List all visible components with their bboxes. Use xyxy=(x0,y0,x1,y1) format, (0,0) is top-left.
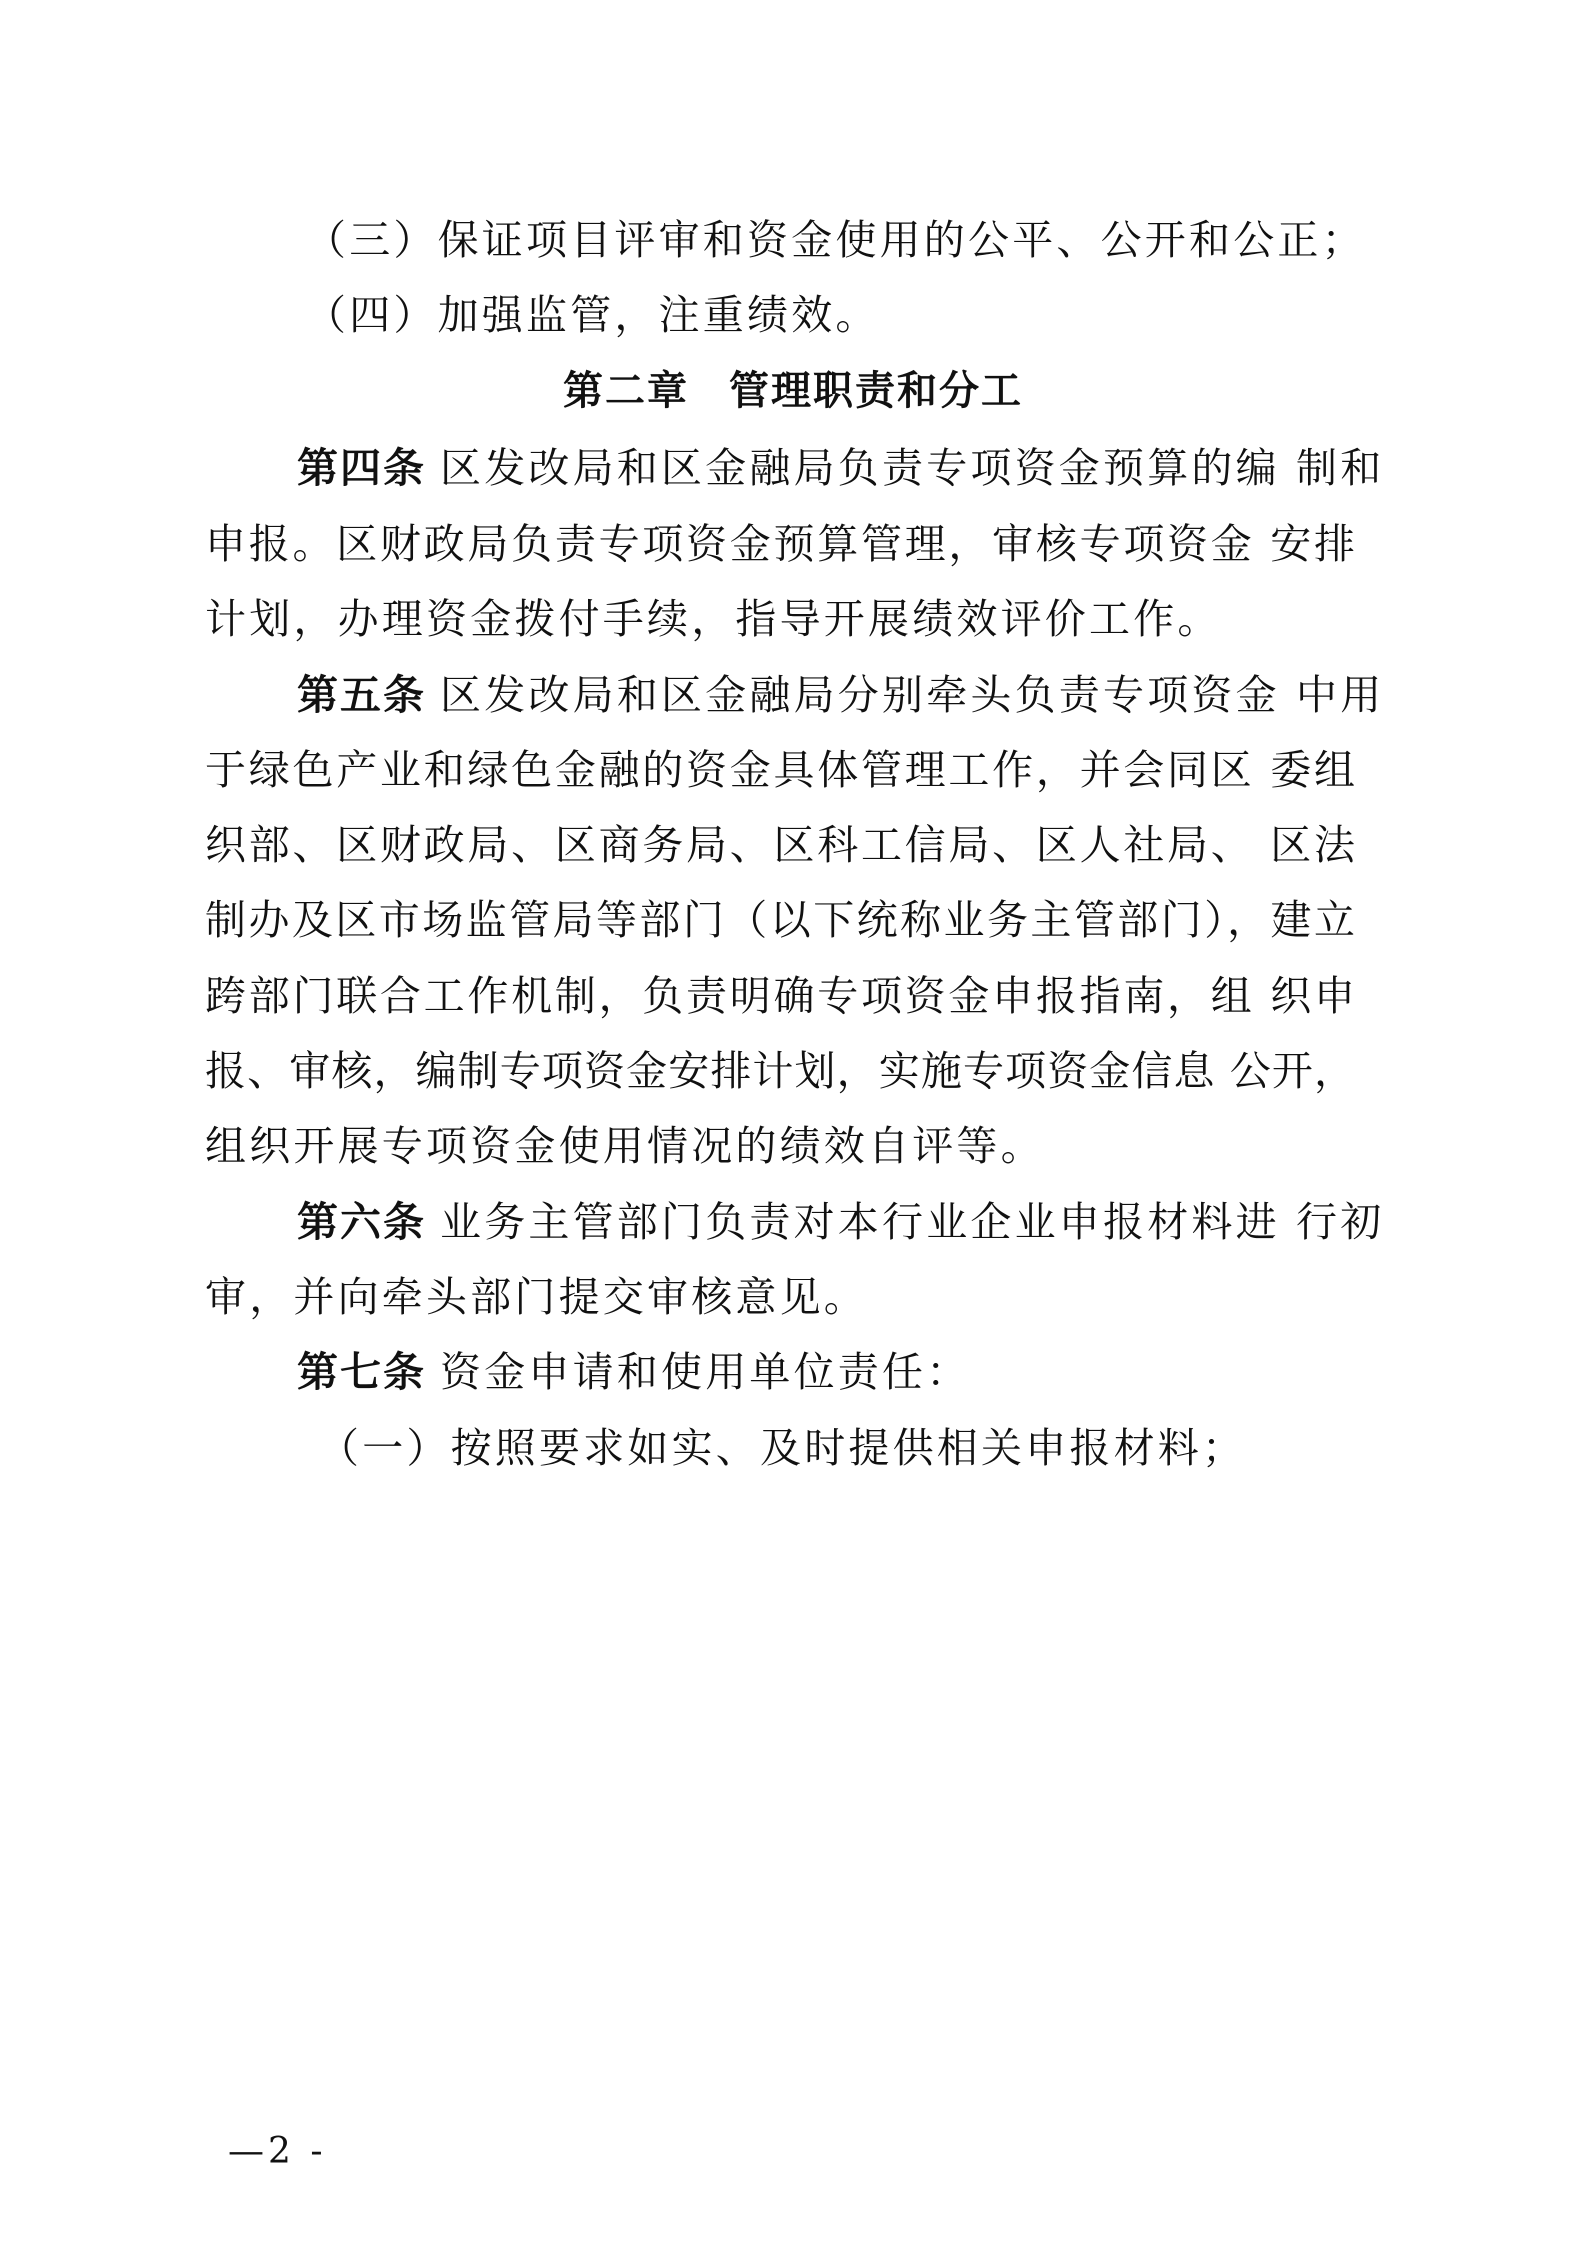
chapter-heading xyxy=(0,366,1586,416)
article-4-line-1 xyxy=(297,443,1384,493)
article-5-line-3: 织部、区财政局、区商务局、区科工信局、区人社局、 区法 xyxy=(205,821,1355,869)
article-5-line-5: 跨部门联合工作机制，负责明确专项资金申报指南，组 织申 xyxy=(205,972,1355,1020)
article-5-line-7: 组织开展专项资金使用情况的绩效自评等。 xyxy=(205,1122,1045,1170)
article-7-line-1 xyxy=(297,1347,970,1397)
list-item-3: （三）保证项目评审和资金使用的公平、公开和公正； xyxy=(305,216,1366,264)
list-item-4: （四）加强监管，注重绩效。 xyxy=(305,291,880,339)
article-4-text-1: 区发改局和区金融局负责专项资金预算的编 制和 xyxy=(440,444,1385,492)
article-4-label: 第四条 xyxy=(297,444,426,492)
article-5-text-1: 区发改局和区金融局分别牵头负责专项资金 中用 xyxy=(440,671,1385,719)
article-5-line-6: 报、审核，编制专项资金安排计划，实施专项资金信息 公开， xyxy=(205,1047,1355,1095)
page-number: —2 - xyxy=(228,2131,327,2172)
list-item-1: （一）按照要求如实、及时提供相关申报材料； xyxy=(318,1424,1247,1472)
article-5-label: 第五条 xyxy=(297,671,426,719)
article-5-line-4: 制办及区市场监管局等部门（以下统称业务主管部门），建立 xyxy=(205,896,1355,944)
article-5-line-1 xyxy=(297,670,1384,720)
chapter-title: 管理职责和分工 xyxy=(729,368,1023,414)
article-7-text-1: 资金申请和使用单位责任： xyxy=(440,1348,971,1396)
article-4-line-2: 申报。区财政局负责专项资金预算管理，审核专项资金 安排 xyxy=(205,520,1355,568)
article-6-label: 第六条 xyxy=(297,1198,426,1246)
chapter-number: 第二章 xyxy=(563,368,689,414)
article-7-label: 第七条 xyxy=(297,1348,426,1396)
article-6-line-2: 审，并向牵头部门提交审核意见。 xyxy=(205,1273,868,1321)
article-6-text-1: 业务主管部门负责对本行业企业申报材料进 行初 xyxy=(440,1198,1385,1246)
article-5-line-2: 于绿色产业和绿色金融的资金具体管理工作，并会同区 委组 xyxy=(205,746,1355,794)
article-4-line-3: 计划，办理资金拨付手续，指导开展绩效评价工作。 xyxy=(205,595,1222,643)
article-6-line-1 xyxy=(297,1197,1384,1247)
